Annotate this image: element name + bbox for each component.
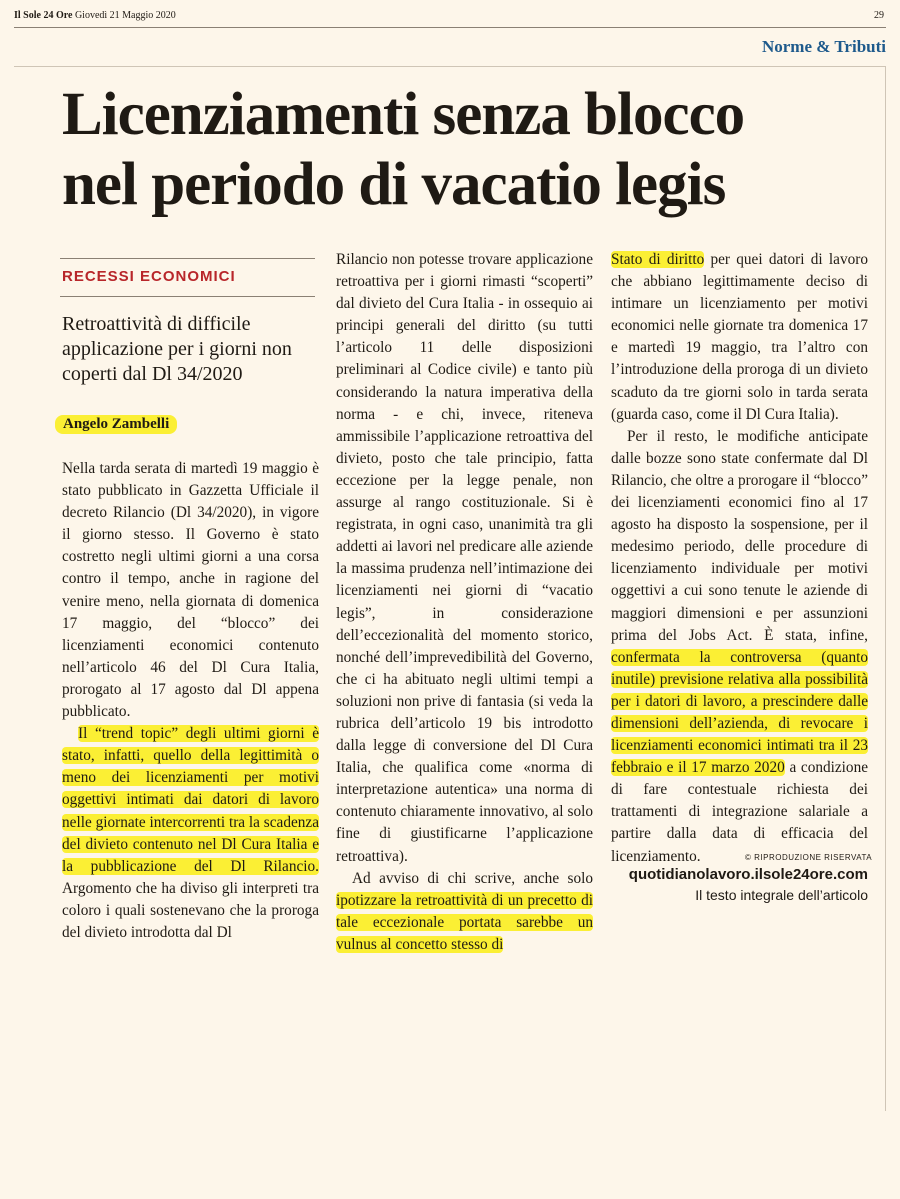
article-column-1 xyxy=(62,458,319,944)
paragraph: Rilancio non potesse trovare applicazione retroattiva per i giorni rimasti “scoperti” dal divieto del Cura Italia - in ossequio ai principi generali del diritto (su tutti l’articolo 11 delle disposizioni preliminari al Codice civile) e tanto più considerando la natura imperativa della norma - e chi, invece, riteneva ammissibile l’applicazione retroattiva del divieto, posto che tale principio, fatta eccezione per la legge penale, non assurge al rango costituzionale. Si è registrata, in ogni caso, unanimità tra gli addetti ai lavori nel predicare alle aziende la massima prudenza nell’intimazione dei licenziamenti nei giorni di “vacatio legis”, in considerazione dell’eccezionalità del momento storico, nonché dell’imprevedibilità del Governo, che ci ha abituato negli ultimi tempi a soluzioni non prive di fantasia (si veda la rubrica dell’articolo 19 bis introdotto dalla legge di conversione del Dl Cura Italia, che qualifica come «norma di interpretazione autentica» una norma di contenuto chiaramente innovativo, al solo fine di giustificarne l’applicazione retroattiva). xyxy=(336,251,593,865)
paragraph xyxy=(611,426,868,868)
paragraph: Nella tarda serata di martedì 19 maggio è stato pubblicato in Gazzetta Ufficiale il decreto Rilancio (Dl 34/2020), in vigore il giorno stesso. Il Governo è stato costretto negli ultimi giorni a una corsa contro il tempo, anche in ragione del venire meno, nella giornata di domenica 17 maggio, del “blocco” dei licenziamenti economici contenuto nell’articolo 46 del Dl Cura Italia, prorogato al 17 agosto dal Dl appena pubblicato. xyxy=(62,460,319,721)
highlighted-text: ipotizzare la retroattività di un precetto di tale eccezionale portata sarebbe un vulnus al concetto stesso di xyxy=(336,891,593,953)
paragraph xyxy=(611,249,868,426)
page-header xyxy=(14,10,886,26)
online-promo xyxy=(629,866,868,903)
topic-rule-top xyxy=(60,258,315,259)
paragraph-text: a condizione di fare contestuale richiesta dei trattamenti di integrazione salariale a partire dalla data di efficacia del licenziamento. xyxy=(611,759,869,865)
header-divider xyxy=(14,27,886,28)
article-column-2 xyxy=(336,249,593,956)
right-column-rule xyxy=(885,66,886,1111)
paragraph-text: Ad avviso di chi scrive, anche solo xyxy=(352,869,593,887)
masthead xyxy=(14,10,176,21)
paragraph-text: Argomento che ha diviso gli interpreti tra coloro i quali sostenevano che la proroga del divieto introdotta dal Dl xyxy=(62,879,319,941)
highlighted-text: Stato di diritto xyxy=(611,251,705,268)
topic-label: RECESSI ECONOMICI xyxy=(62,268,236,285)
headline-line-1: Licenziamenti senza blocco xyxy=(62,81,745,148)
newspaper-name: Il Sole 24 Ore xyxy=(14,10,73,21)
paragraph-text: per quei datori di lavoro che abbiano legittimamente deciso di intimare un licenziamento per motivi economici nelle giornate tra domenica 17 e martedì 19 maggio, tra l’altro con l’introduzione della proroga di un divieto scaduto da tre giorni solo in tarda serata (guarda caso, come il Dl Cura Italia). xyxy=(611,251,868,423)
highlighted-text: confermata la controversa (quanto inutile) previsione relativa alla possibilità per i datori di lavoro, a prescindere dalle dimensioni dell’azienda, di revocare i licenziamenti economici intimati tra il 23 febbraio e il 17 marzo 2020 xyxy=(611,648,868,777)
article-summary: Retroattività di difficile applicazione per i giorni non coperti dal Dl 34/2020 xyxy=(62,313,292,385)
promo-url[interactable]: quotidianolavoro.ilsole24ore.com xyxy=(628,866,868,883)
headline-line-2: nel periodo di vacatio legis xyxy=(62,151,726,218)
article-column-3 xyxy=(611,249,868,868)
paragraph xyxy=(336,868,593,956)
topic-rule-bottom xyxy=(60,296,315,297)
author-name: Angelo Zambelli xyxy=(55,415,177,434)
headline xyxy=(62,80,862,220)
highlighted-text: Il “trend topic” degli ultimi giorni è stato, infatti, quello della legittimità o meno dei licenziamenti per motivi oggettivi intimati dai datori di lavoro nelle giornate intercorrenti tra la scadenza del divieto contenuto nel Dl Cura Italia e la pubblicazione del Dl Rilancio. xyxy=(62,725,319,875)
section-divider xyxy=(14,66,886,67)
promo-text: Il testo integrale dell’articolo xyxy=(695,887,868,903)
paragraph-text: Per il resto, le modifiche anticipate dalle bozze sono state confermate dal Dl Rilancio, che oltre a prorogare il “blocco” dei licenziamenti economici fino al 17 agosto ha disposto la sospensione, per il medesimo periodo, delle procedure di licenziamento individuale per motivi oggettivi a cui sono tenute le aziende di maggiori dimensioni e per assunzioni prima del Jobs Act. È stata, infine, xyxy=(611,427,868,644)
section-title: Norme & Tributi xyxy=(761,37,886,56)
page-number: 29 xyxy=(874,10,884,21)
issue-date: Giovedì 21 Maggio 2020 xyxy=(74,10,176,21)
paragraph xyxy=(62,723,319,944)
copyright-notice: © RIPRODUZIONE RISERVATA xyxy=(745,853,873,862)
